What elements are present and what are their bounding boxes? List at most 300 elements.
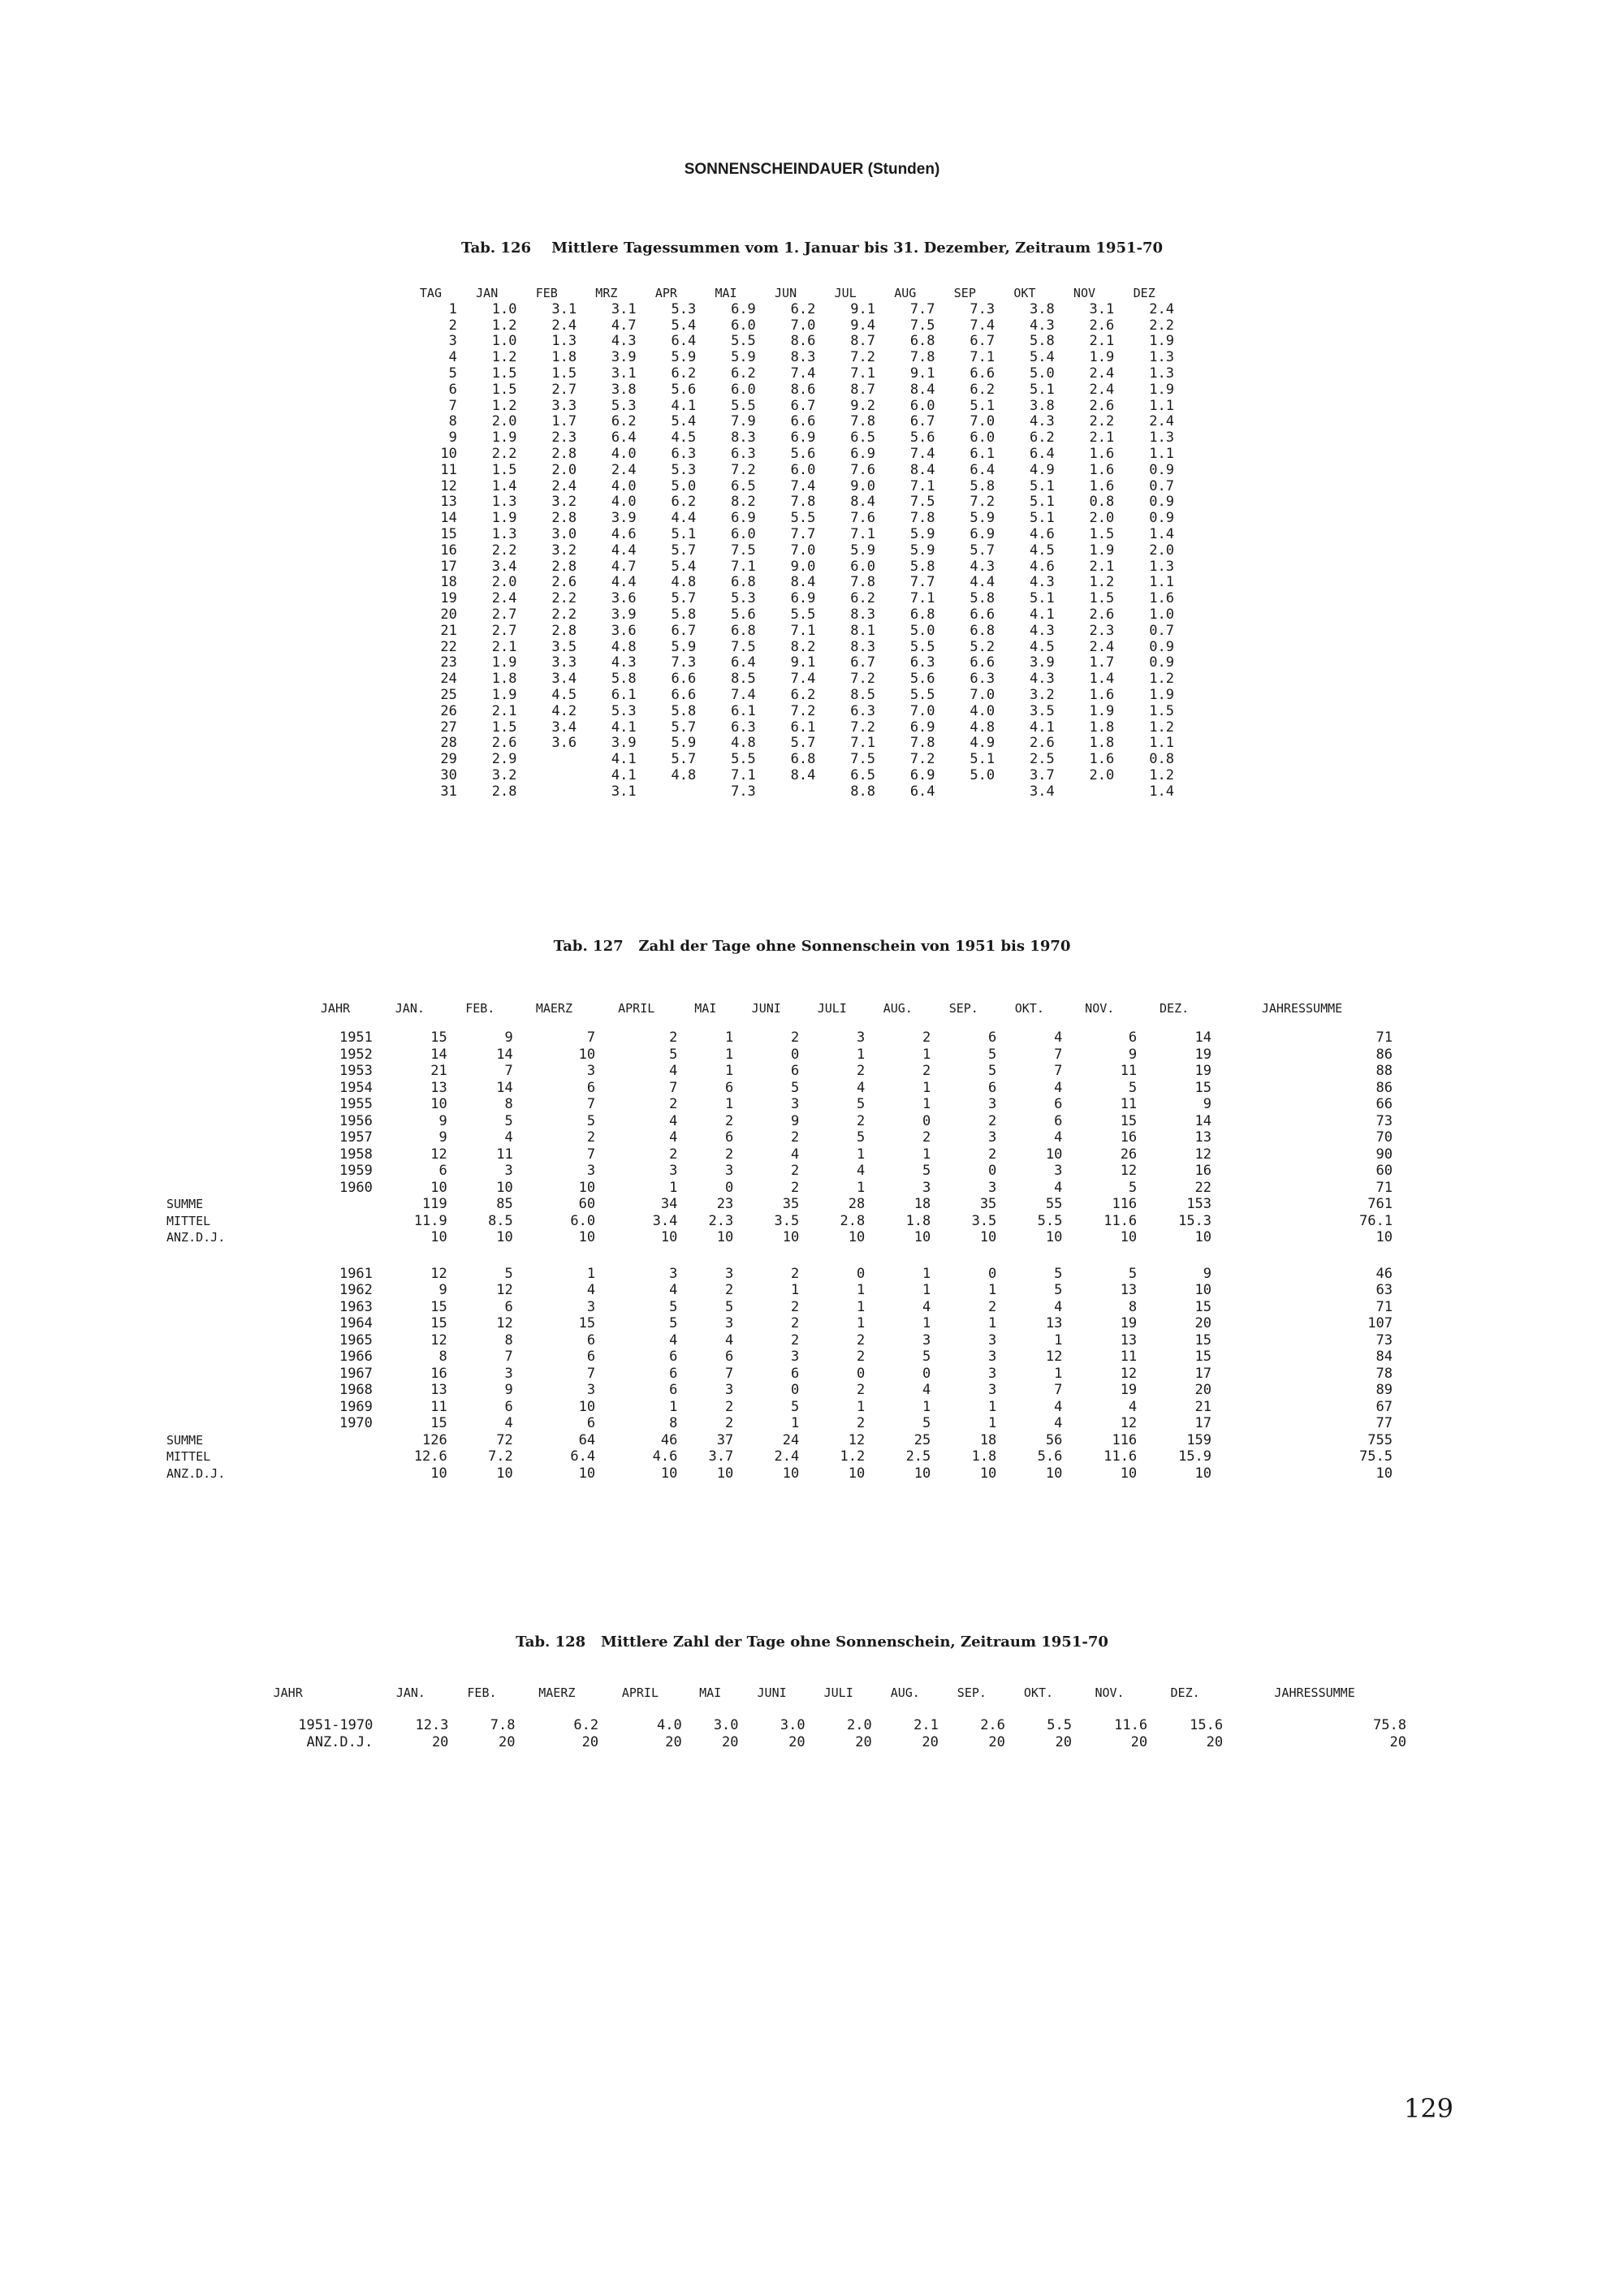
table-cell: 6.8 xyxy=(790,751,816,768)
table-cell: 14 xyxy=(496,1046,513,1063)
label-cell xyxy=(166,1180,298,1197)
table-cell: 78 xyxy=(1376,1365,1393,1382)
table-row xyxy=(404,334,1174,350)
table-row xyxy=(404,624,1174,640)
table-cell: 1 xyxy=(988,1315,997,1331)
table-cell: 0.9 xyxy=(1149,494,1174,511)
table-cell: 1 xyxy=(988,1282,997,1298)
table-cell: 7.1 xyxy=(909,477,935,494)
table-cell: 7.6 xyxy=(850,510,875,527)
table-cell: 6.3 xyxy=(731,719,756,736)
table-cell: 1.1 xyxy=(1149,397,1174,414)
summary-row xyxy=(166,1465,1393,1482)
table-cell: 6.9 xyxy=(909,719,935,736)
table-cell: 7.8 xyxy=(850,413,875,430)
column-header: DEZ xyxy=(1133,286,1155,300)
table-cell: 15 xyxy=(430,1415,447,1431)
table-row xyxy=(404,430,1174,447)
table-cell: 6.2 xyxy=(731,365,756,382)
table-cell: 12 xyxy=(440,477,457,494)
table-cell: 5.3 xyxy=(671,300,697,317)
table-cell: 13 xyxy=(1194,1129,1212,1146)
table-cell: 1 xyxy=(448,300,457,317)
table-cell: 21 xyxy=(1194,1398,1212,1415)
table-cell: 12.6 xyxy=(413,1448,447,1465)
column-header: JAHR xyxy=(273,1685,303,1700)
summary-label: SUMME xyxy=(166,1197,204,1211)
table-row xyxy=(166,1349,1393,1366)
tab126-body xyxy=(404,302,1174,801)
table-cell xyxy=(1055,784,1115,801)
table-cell: 7 xyxy=(1054,1046,1063,1063)
table-cell: 13 xyxy=(1045,1315,1063,1331)
table-cell: 3 xyxy=(586,1063,596,1079)
table-cell: 21 xyxy=(430,1063,447,1079)
table-cell: 3.4 xyxy=(1029,783,1055,800)
table-cell: 6 xyxy=(1054,1112,1063,1129)
table-cell: 2.9 xyxy=(491,751,517,768)
table-row xyxy=(166,1415,1393,1432)
table-cell: 3 xyxy=(922,1179,931,1196)
table-cell: 2.3 xyxy=(708,1212,734,1229)
table-cell: 17 xyxy=(440,558,457,575)
table-cell: 2.4 xyxy=(551,477,577,494)
table-cell: 5.7 xyxy=(671,719,697,736)
table-cell: 7.1 xyxy=(790,622,816,639)
table-cell: 4.3 xyxy=(1029,317,1055,334)
table-cell: 1964 xyxy=(339,1315,373,1331)
table-cell: 3.0 xyxy=(713,1717,739,1733)
column-header: JULI xyxy=(823,1685,853,1700)
column-header: NOV. xyxy=(1085,1001,1115,1016)
table-cell: 11.6 xyxy=(1114,1717,1148,1733)
table-cell: 75.5 xyxy=(1359,1448,1393,1465)
table-cell: 5 xyxy=(724,1298,734,1315)
table-cell: 25 xyxy=(914,1431,931,1448)
table-cell: 4.9 xyxy=(1029,461,1055,478)
table-cell: 1 xyxy=(1054,1365,1063,1382)
table-cell: 7 xyxy=(669,1079,678,1096)
table-cell xyxy=(298,1465,373,1482)
table-cell: 8.4 xyxy=(909,461,935,478)
table-cell: 7.0 xyxy=(970,413,996,430)
table-cell: 10 xyxy=(1120,1229,1138,1245)
column-header: JAHR xyxy=(320,1001,351,1016)
table-cell: 12 xyxy=(1120,1163,1138,1179)
table-cell: 4 xyxy=(504,1129,513,1146)
table-cell: 2.8 xyxy=(551,510,577,527)
table-cell: 6.4 xyxy=(570,1448,596,1465)
table-cell: 20 xyxy=(722,1734,739,1750)
table-cell: 7.5 xyxy=(731,542,756,559)
table-cell: 2.7 xyxy=(491,606,517,623)
table-cell: 10 xyxy=(848,1465,866,1482)
table-cell: 10 xyxy=(914,1229,931,1245)
table-cell: 5.9 xyxy=(909,525,935,542)
table-cell: 6.5 xyxy=(731,477,756,494)
table-cell: 56 xyxy=(1045,1431,1063,1448)
table-cell: 6.2 xyxy=(1029,429,1055,447)
table-cell: 8.3 xyxy=(850,638,875,655)
table-cell: 21 xyxy=(440,622,457,639)
table-cell: 5.9 xyxy=(671,735,697,752)
table-cell: 2.0 xyxy=(551,461,577,478)
table-cell: 7.4 xyxy=(790,671,816,688)
table-cell: 6.1 xyxy=(611,686,637,703)
table-cell: 0 xyxy=(724,1179,734,1196)
table-cell: 1 xyxy=(857,1146,866,1163)
summary-row xyxy=(166,1229,1393,1246)
table-cell: 1 xyxy=(857,1046,866,1063)
table-cell: 2 xyxy=(791,1179,800,1196)
table-cell: 5.0 xyxy=(970,766,996,783)
table-cell: 4 xyxy=(1054,1179,1063,1196)
table-cell: 2.3 xyxy=(551,429,577,447)
table-row xyxy=(166,1399,1393,1416)
label-cell xyxy=(166,1332,298,1349)
label-cell xyxy=(166,1163,298,1180)
table-cell: 3 xyxy=(724,1163,734,1179)
table-cell: 4 xyxy=(1054,1029,1063,1046)
table-cell: 5.3 xyxy=(671,461,697,478)
column-header: JUN xyxy=(775,286,797,300)
table-cell: 2 xyxy=(988,1146,997,1163)
table-cell: 9 xyxy=(1128,1046,1138,1063)
table-cell: 7.3 xyxy=(731,783,756,800)
table-cell: 15 xyxy=(1194,1079,1212,1096)
table-cell: 8 xyxy=(438,1349,447,1365)
table-cell: 3 xyxy=(586,1382,596,1398)
table-cell: 1 xyxy=(922,1398,931,1415)
table-cell: 6 xyxy=(988,1029,997,1046)
column-header: MAI xyxy=(715,286,737,300)
table-row xyxy=(404,366,1174,382)
table-cell: 11.9 xyxy=(413,1212,447,1229)
table-cell: 6.8 xyxy=(731,622,756,639)
table-cell: 20 xyxy=(581,1734,599,1750)
table-cell: 9.1 xyxy=(790,654,816,671)
table-cell: 5 xyxy=(504,1112,513,1129)
table-cell: 3.2 xyxy=(491,766,517,783)
table-cell: 5.1 xyxy=(970,397,996,414)
table-cell: 3.7 xyxy=(708,1448,734,1465)
table-cell: 0 xyxy=(791,1382,800,1398)
table-cell: 6.6 xyxy=(970,606,996,623)
table-cell: 6.7 xyxy=(909,413,935,430)
table-cell: 20 xyxy=(855,1734,872,1750)
table-cell: 1 xyxy=(724,1063,734,1079)
table-cell: 4 xyxy=(448,349,457,366)
table-cell: 7.5 xyxy=(731,638,756,655)
table-cell: 1 xyxy=(791,1415,800,1431)
table-cell: 1.8 xyxy=(551,349,577,366)
table-cell: 9.0 xyxy=(850,477,875,494)
table-cell: 14 xyxy=(1194,1112,1212,1129)
table-cell: 7.1 xyxy=(850,365,875,382)
table-cell: 6.7 xyxy=(850,654,875,671)
table-cell: 0 xyxy=(988,1163,997,1179)
table-cell: 1.9 xyxy=(1089,542,1115,559)
table-cell: 10 xyxy=(1376,1229,1393,1245)
table-cell: 7.5 xyxy=(909,494,935,511)
tab126-caption: Tab. 126 Mittlere Tagessummen vom 1. Januar bis 31. Dezember, Zeitraum 1951-70 xyxy=(460,240,1164,257)
table-cell: 4.6 xyxy=(1029,525,1055,542)
table-cell: 3.3 xyxy=(551,654,577,671)
table-cell: 5.9 xyxy=(671,349,697,366)
table-cell: 5.2 xyxy=(970,638,996,655)
column-header: MAI xyxy=(694,1001,717,1016)
table-cell: 3 xyxy=(504,1365,513,1382)
table-row xyxy=(166,1282,1393,1299)
table-cell: 12 xyxy=(1194,1146,1212,1163)
table-cell: 1.5 xyxy=(1089,590,1115,607)
table-cell: 12 xyxy=(430,1146,447,1163)
table-cell: 1.6 xyxy=(1089,686,1115,703)
table-cell: 5 xyxy=(922,1415,931,1431)
table-cell: 7.2 xyxy=(850,349,875,366)
table-cell: 6 xyxy=(988,1079,997,1096)
table-cell: 761 xyxy=(1367,1196,1393,1212)
table-cell: 6 xyxy=(791,1063,800,1079)
table-cell: 4.3 xyxy=(611,333,637,350)
table-cell: 67 xyxy=(1376,1398,1393,1415)
table-cell: 5.7 xyxy=(790,735,816,752)
table-cell: 6.3 xyxy=(850,702,875,719)
table-cell: 2.4 xyxy=(551,317,577,334)
table-cell: 0.9 xyxy=(1149,654,1174,671)
column-header: AUG xyxy=(894,286,917,300)
table-cell: 5 xyxy=(1128,1179,1138,1196)
table-cell: 8.6 xyxy=(790,381,816,398)
table-cell: 12 xyxy=(1120,1415,1138,1431)
table-cell: 5.1 xyxy=(1029,494,1055,511)
table-cell: 5.3 xyxy=(611,702,637,719)
table-cell: 6.0 xyxy=(850,558,875,575)
table-cell: 5.1 xyxy=(1029,477,1055,494)
table-cell: 1.8 xyxy=(905,1212,931,1229)
table-cell: 4 xyxy=(1054,1298,1063,1315)
table-cell: 1.3 xyxy=(1149,365,1174,382)
table-cell: 10 xyxy=(716,1465,734,1482)
table-row xyxy=(404,559,1174,576)
table-cell: 25 xyxy=(440,686,457,703)
table-cell: 1 xyxy=(669,1179,678,1196)
table-cell: 1.9 xyxy=(491,429,517,447)
table-cell: 10 xyxy=(716,1229,734,1245)
table-cell: 19 xyxy=(1120,1382,1138,1398)
table-cell: 10 xyxy=(660,1229,678,1245)
column-header: JUL xyxy=(834,286,857,300)
table-cell: 1.6 xyxy=(1089,751,1115,768)
table-cell: 5.5 xyxy=(790,510,816,527)
column-header: SEP. xyxy=(957,1685,987,1700)
table-cell: 7 xyxy=(724,1365,734,1382)
table-cell: 1966 xyxy=(339,1349,373,1365)
table-cell: 10 xyxy=(914,1465,931,1482)
page-title: SONNENSCHEINDAUER (Stunden) xyxy=(684,161,940,178)
table-cell: 8.8 xyxy=(850,783,875,800)
table-cell: 5 xyxy=(669,1315,678,1331)
table-cell: 9 xyxy=(438,1112,447,1129)
table-cell: 8.4 xyxy=(790,574,816,591)
table-cell: 13 xyxy=(1120,1331,1138,1349)
table-row xyxy=(166,1080,1393,1097)
table-cell: 2.2 xyxy=(1089,413,1115,430)
table-row xyxy=(166,1113,1393,1130)
table-row xyxy=(404,704,1174,720)
table-cell: 2 xyxy=(857,1415,866,1431)
table-cell: 5.0 xyxy=(1029,365,1055,382)
table-cell: 6.9 xyxy=(850,445,875,462)
column-header: JAN xyxy=(476,286,499,300)
table-cell: 5.7 xyxy=(671,542,697,559)
table-cell: 6.0 xyxy=(731,525,756,542)
table-cell: 60 xyxy=(1376,1163,1393,1179)
table-cell: 3 xyxy=(1054,1163,1063,1179)
table-cell: 5.6 xyxy=(790,445,816,462)
table-cell: 63 xyxy=(1376,1282,1393,1298)
table-cell: 1.9 xyxy=(491,654,517,671)
table-cell: 9.1 xyxy=(909,365,935,382)
table-cell xyxy=(298,1213,373,1230)
table-cell: 7.4 xyxy=(731,686,756,703)
column-header: JAN. xyxy=(395,1001,425,1016)
table-cell: 3.5 xyxy=(1029,702,1055,719)
table-cell: 7 xyxy=(586,1029,596,1046)
table-cell: 3 xyxy=(504,1163,513,1179)
table-cell: 5.7 xyxy=(671,751,697,768)
table-cell: 5.6 xyxy=(671,381,697,398)
table-cell: 3 xyxy=(724,1315,734,1331)
table-cell: 4.1 xyxy=(671,397,697,414)
table-cell: 4.4 xyxy=(970,574,996,591)
table-cell: ANZ.D.J. xyxy=(306,1734,374,1750)
table-cell: 7 xyxy=(586,1096,596,1112)
table-cell: 5 xyxy=(504,1265,513,1282)
table-cell: 1 xyxy=(724,1029,734,1046)
table-cell: 5.8 xyxy=(671,606,697,623)
table-cell: 3.9 xyxy=(1029,654,1055,671)
tab128-caption: Tab. 128 Mittlere Zahl der Tage ohne Sonnenschein, Zeitraum 1951-70 xyxy=(516,1634,1108,1651)
table-cell: 6.9 xyxy=(790,590,816,607)
table-cell: 7.2 xyxy=(488,1448,513,1465)
table-cell: 6.4 xyxy=(671,333,697,350)
table-cell: 20 xyxy=(1194,1315,1212,1331)
table-cell: 20 xyxy=(440,606,457,623)
table-cell: 2.1 xyxy=(491,638,517,655)
table-cell: 7.3 xyxy=(970,300,996,317)
table-row xyxy=(404,575,1174,591)
label-cell xyxy=(166,1047,298,1064)
table-cell: 6.0 xyxy=(731,381,756,398)
table-cell: 18 xyxy=(979,1431,997,1448)
table-cell: 35 xyxy=(979,1196,997,1212)
table-cell: 6.0 xyxy=(731,317,756,334)
table-cell: 15 xyxy=(1194,1298,1212,1315)
table-cell: 4 xyxy=(669,1331,678,1349)
table-cell: 2.8 xyxy=(551,445,577,462)
table-cell: 20 xyxy=(1055,1734,1072,1750)
label-cell xyxy=(166,1382,298,1399)
table-cell: 2.5 xyxy=(905,1448,931,1465)
table-cell: 8.2 xyxy=(731,494,756,511)
table-cell: 7.1 xyxy=(731,558,756,575)
table-cell: 1963 xyxy=(339,1298,373,1315)
table-cell: 116 xyxy=(1112,1196,1138,1212)
table-cell: 11.6 xyxy=(1104,1448,1138,1465)
table-cell: 1 xyxy=(669,1398,678,1415)
table-cell: 3 xyxy=(988,1365,997,1382)
table-cell: 9 xyxy=(504,1382,513,1398)
table-cell: 2.4 xyxy=(774,1448,800,1465)
table-cell: 84 xyxy=(1376,1349,1393,1365)
table-row xyxy=(404,511,1174,527)
column-header: JULI xyxy=(817,1001,847,1016)
table-cell: 86 xyxy=(1376,1079,1393,1096)
table-cell: 10 xyxy=(578,1179,596,1196)
table-cell: 116 xyxy=(1112,1431,1138,1448)
tab126-table xyxy=(404,286,1174,801)
table-cell: 6.4 xyxy=(1029,445,1055,462)
table-cell: 11.6 xyxy=(1104,1212,1138,1229)
table-cell: 7.7 xyxy=(790,525,816,542)
table-cell: 6.0 xyxy=(570,1212,596,1229)
table-cell: 1 xyxy=(922,1282,931,1298)
table-cell: 2 xyxy=(669,1096,678,1112)
table-cell: 5.6 xyxy=(731,606,756,623)
table-cell: 11 xyxy=(1120,1096,1138,1112)
table-cell: 2.8 xyxy=(551,558,577,575)
table-cell: 7.6 xyxy=(850,461,875,478)
table-cell: 1 xyxy=(922,1046,931,1063)
table-cell: 10 xyxy=(430,1096,447,1112)
table-cell: 5.5 xyxy=(1047,1717,1072,1733)
table-cell: 1 xyxy=(922,1146,931,1163)
table-cell: 6 xyxy=(724,1129,734,1146)
table-cell: 1965 xyxy=(339,1331,373,1349)
table-cell: 2.6 xyxy=(1089,606,1115,623)
table-cell: 1 xyxy=(1054,1331,1063,1349)
table-cell: 4 xyxy=(1054,1129,1063,1146)
summary-row xyxy=(166,1196,1393,1213)
table-cell: 7.8 xyxy=(909,510,935,527)
table-row xyxy=(166,1163,1393,1180)
table-cell: 6.7 xyxy=(790,397,816,414)
table-cell: 5.1 xyxy=(1029,590,1055,607)
table-cell: 6.0 xyxy=(790,461,816,478)
table-cell: 1.8 xyxy=(1089,719,1115,736)
table-cell: 10 xyxy=(1194,1282,1212,1298)
table-cell: 2.0 xyxy=(1089,766,1115,783)
table-cell: 6 xyxy=(724,1079,734,1096)
table-cell: 4.1 xyxy=(1029,606,1055,623)
table-cell: 3 xyxy=(857,1029,866,1046)
table-cell: 1 xyxy=(586,1265,596,1282)
table-cell: 9 xyxy=(438,1282,447,1298)
table-cell: 1.5 xyxy=(491,381,517,398)
table-cell: 8.7 xyxy=(850,381,875,398)
table-cell: 2 xyxy=(857,1382,866,1398)
table-cell: 1.0 xyxy=(491,300,517,317)
table-cell: 34 xyxy=(660,1196,678,1212)
table-cell: 2 xyxy=(669,1146,678,1163)
table-cell: 1.2 xyxy=(1149,766,1174,783)
table-cell: 46 xyxy=(1376,1265,1393,1282)
table-cell: 2.6 xyxy=(1029,735,1055,752)
tab127-body xyxy=(166,1029,1393,1482)
table-cell: 1.5 xyxy=(491,719,517,736)
table-cell: 2.4 xyxy=(1149,300,1174,317)
